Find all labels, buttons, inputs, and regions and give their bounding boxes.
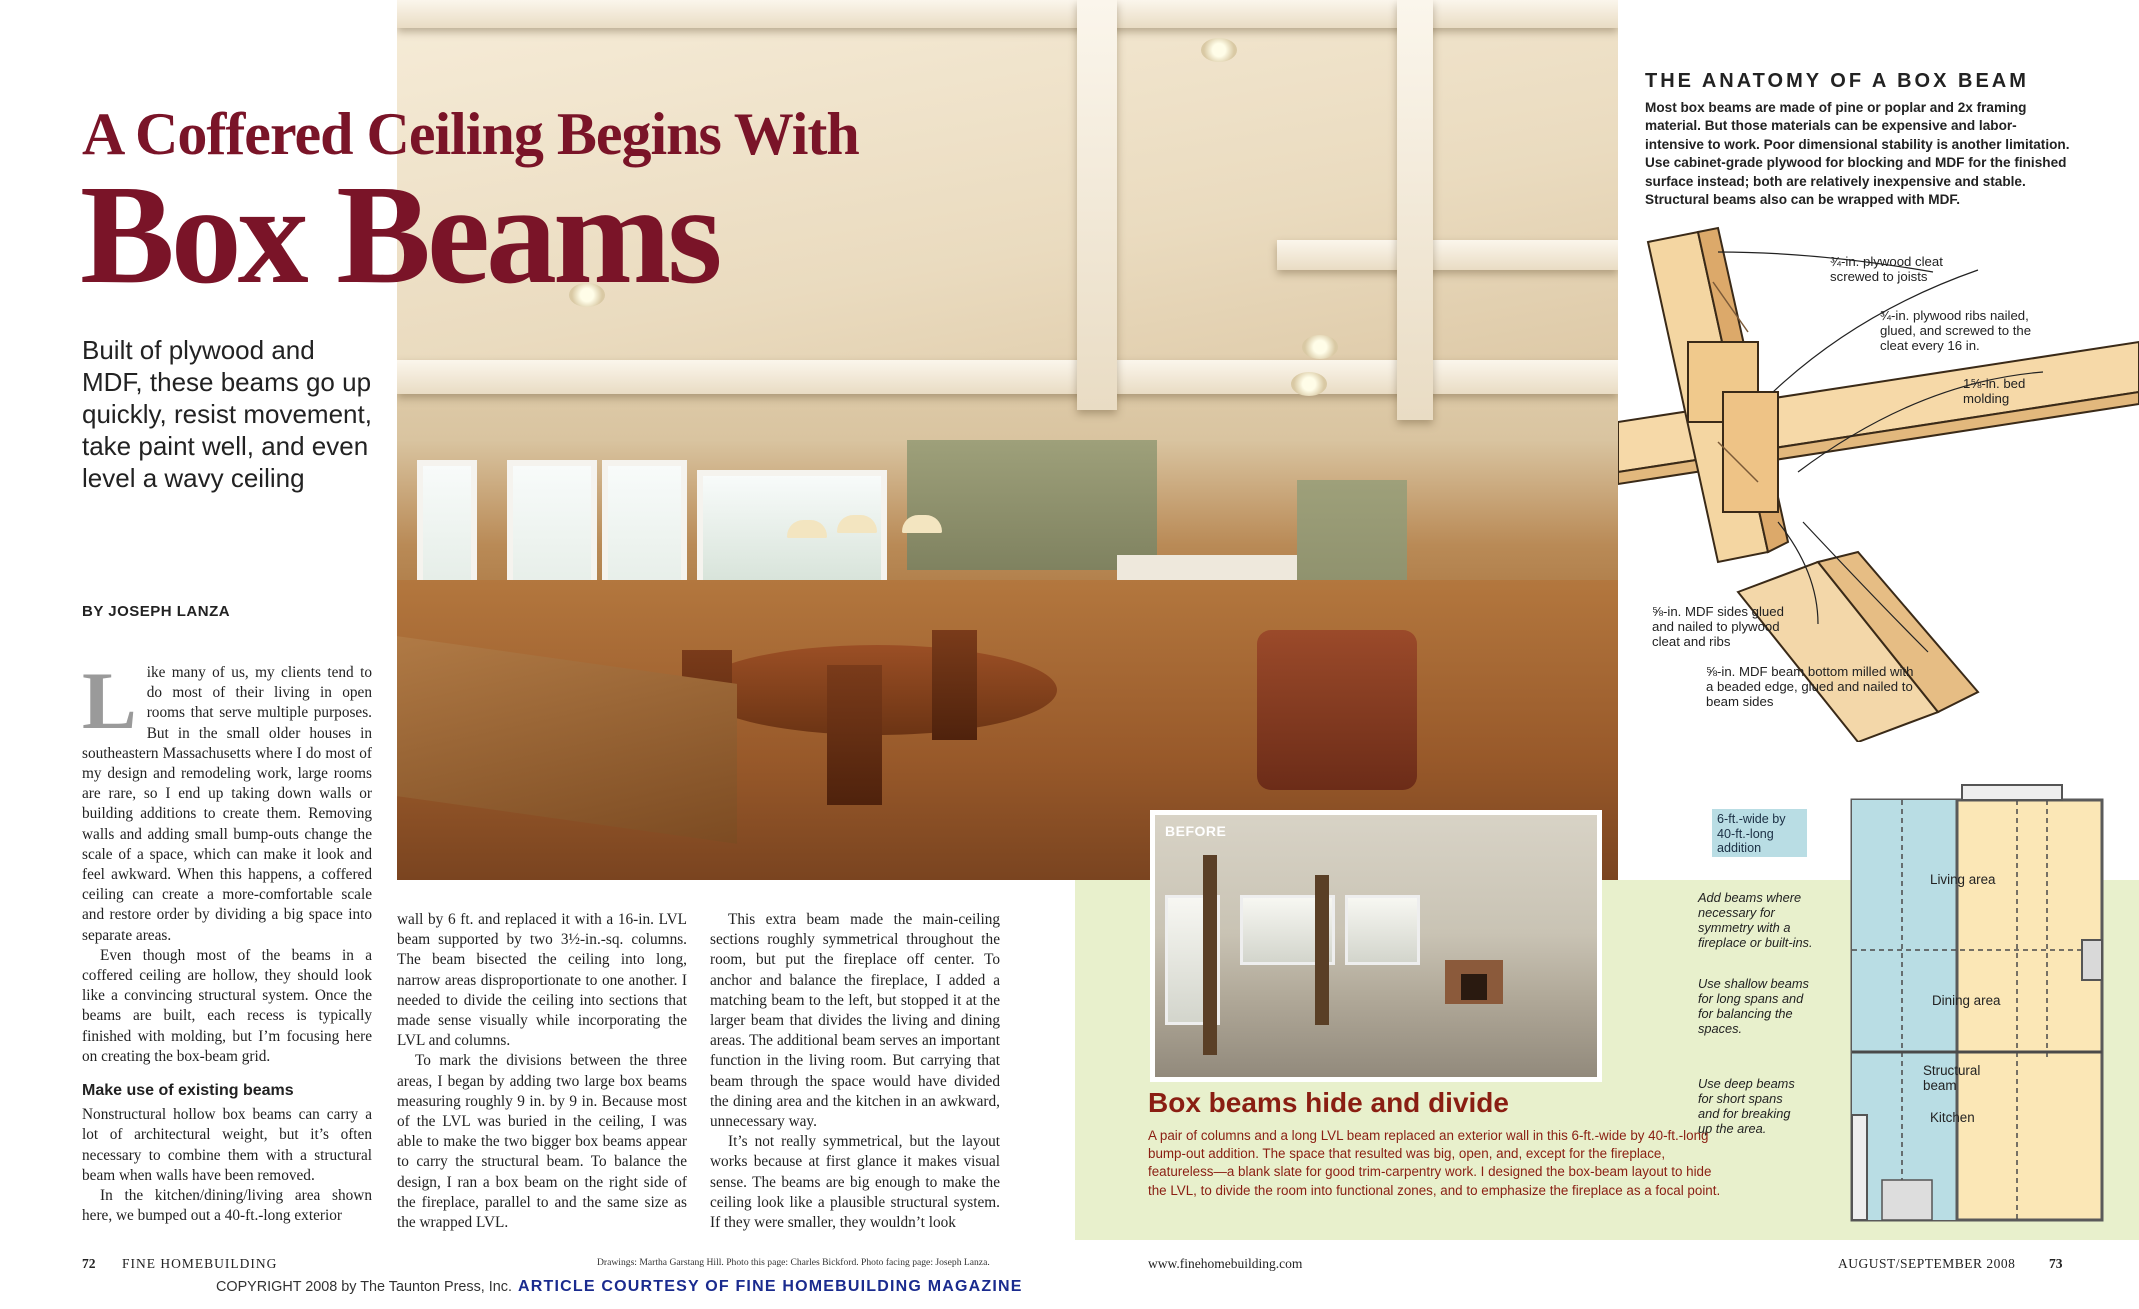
room-label-dining: Dining area [1932,993,2001,1008]
body-paragraph: To mark the divisions between the three areas, I began by adding two large box beams measuring roughly 9 in. by 9 in. Because most of the LVL was buried in the ceiling, I was able to make the two bigger box beams appear to carry the structural beam. To balance the design, I ran a box beam on the right side of the fireplace, parallel to and the same size as the wrapped LVL. [397,1052,687,1232]
courtesy-text: ARTICLE COURTESY OF FINE HOMEBUILDING MAGAZINE [517,1278,1023,1295]
callout-bed-molding: 1⅝-in. bed molding [1963,376,2026,406]
section-subhead: Make use of existing beams [82,1082,294,1100]
body-paragraph: In the kitchen/dining/living area shown here, we bumped out a 40-ft.-long exterior [82,1187,372,1225]
body-paragraph: Even though most of the beams in a coffered ceiling are hollow, they should look like a convincing structural system. Once the beams are built, each recess is typically finished with molding, but I’m focusing here on creating the box-beam grid. [82,946,372,1065]
before-label: BEFORE [1165,823,1227,839]
callout-plywood-ribs: ¾-in. plywood ribs nailed, glued, and screwed to the cleat every 16 in. [1880,308,2032,353]
room-label-living: Living area [1930,872,1996,887]
copyright-text: COPYRIGHT 2008 by The Taunton Press, Inc. [216,1279,512,1295]
room-label-kitchen: Kitchen [1930,1110,1975,1125]
body-column-2 [397,910,687,1233]
body-column-3 [710,910,1000,1233]
plan-note-deep: Use deep beams for short spans and for breaking up the area. [1698,1076,1795,1136]
room-label-structural-beam: Structural beam [1923,1063,1981,1093]
caption-text: A pair of columns and a long LVL beam replaced an exterior wall in this 6-ft.-wide by 40-ft.-long bump-out addition. The space that resulted was big, open, and, except for the fireplace, featureless—a blank slate for good trim-carpentry work. I designed the box-beam layout to hide the LVL, to divide the room into functional zones, and to emphasize the fireplace as a focal point. [1148,1128,1721,1198]
page-number-right: 73 [2049,1256,2063,1271]
sidebar-text: Most box beams are made of pine or poplar and 2x framing material. But those materials can be expensive and labor-intensive to work. Poor dimensional stability is another limitation. Use cabinet-grade plywood for blocking and MDF for the finished surface instead; both are relatively inexpensive and stable. Structural beams also can be wrapped with MDF. [1645,100,2070,208]
body-paragraph [82,655,372,946]
body-paragraph: It’s not really symmetrical, but the layout works because at first glance it makes visual sense. The beams are big enough to make the ceiling look like a plausible structural system. If they were smaller, they wouldn’t look [710,1133,1000,1232]
body-column-1 [82,655,372,1226]
before-photo [1150,810,1602,1082]
copyright-line [216,1278,1023,1296]
page-number-left: 72 [82,1256,96,1271]
headline-title: Box Beams [80,155,719,313]
paragraph-text: ike many of us, my clients tend to do most of their living in open rooms that serve multiple purposes. But in the small older houses in southeastern Massachusetts where I do most of my design and remodeling work, large rooms are rare, so I end up taking down walls or building additions to create them. Removing walls and adding small bump-outs change the scale of a space, which can make it look and feel awkward. When this happens, a coffered ceiling can create a more-comfortable scale and restore order by dividing a big space into separate areas. [82,664,372,944]
floor-plan-diagram [1812,760,2132,1222]
body-paragraph: Nonstructural hollow box beams can carry a lot of architectural weight, but it’s often necessary to combine them with a structural beam when walls have been removed. [82,1106,372,1184]
body-paragraph: This extra beam made the main-ceiling sections roughly symmetrical throughout the room, but put the fireplace off center. To anchor and balance the fireplace, I added a matching beam to the left, but stopped it at the larger beam that divides the living and dining areas. The additional beam serves an important function in the living room. But carrying that beam through the space would have divided the dining area and the kitchen in an awkward, unnecessary way. [710,911,1000,1131]
website-url: www.finehomebuilding.com [1148,1256,1303,1271]
plan-note-shallow: Use shallow beams for long spans and for balancing the spaces. [1698,976,1809,1036]
callout-mdf-bottom: ⅝-in. MDF beam bottom milled with a beaded edge, glued and nailed to beam sides [1706,664,1914,709]
addition-label: 6-ft.-wide by 40-ft.-long addition [1712,809,1807,857]
callout-plywood-cleat: ¾-in. plywood cleat screwed to joists [1830,254,1943,284]
drop-cap: L [82,655,137,746]
article-deck: Built of plywood and MDF, these beams go up quickly, resist movement, take paint well, and even level a wavy ceiling [82,335,372,493]
callout-mdf-sides: ⅝-in. MDF sides glued and nailed to plywood cleat and ribs [1652,604,1784,649]
photo-credits: Drawings: Martha Garstang Hill. Photo this page: Charles Bickford. Photo facing page: Joseph Lanza. [597,1257,990,1268]
plan-note-symmetry: Add beams where necessary for symmetry with a fireplace or built-ins. [1698,890,1813,950]
issue-date: AUGUST/SEPTEMBER 2008 [1838,1256,2016,1271]
body-paragraph: wall by 6 ft. and replaced it with a 16-in. LVL beam supported by two 3½-in.-sq. columns. The beam bisected the ceiling into long, narrow areas disproportionate to one another. I needed to divide the ceiling into sections that made sense visually while incorporating the LVL and columns. [397,911,687,1050]
byline: BY JOSEPH LANZA [82,603,231,620]
caption-title: Box beams hide and divide [1148,1087,1509,1118]
magazine-name: FINE HOMEBUILDING [122,1256,278,1271]
sidebar-title: THE ANATOMY OF A BOX BEAM [1645,70,2029,92]
headline-line-1: A Coffered Ceiling Begins With [82,101,859,167]
